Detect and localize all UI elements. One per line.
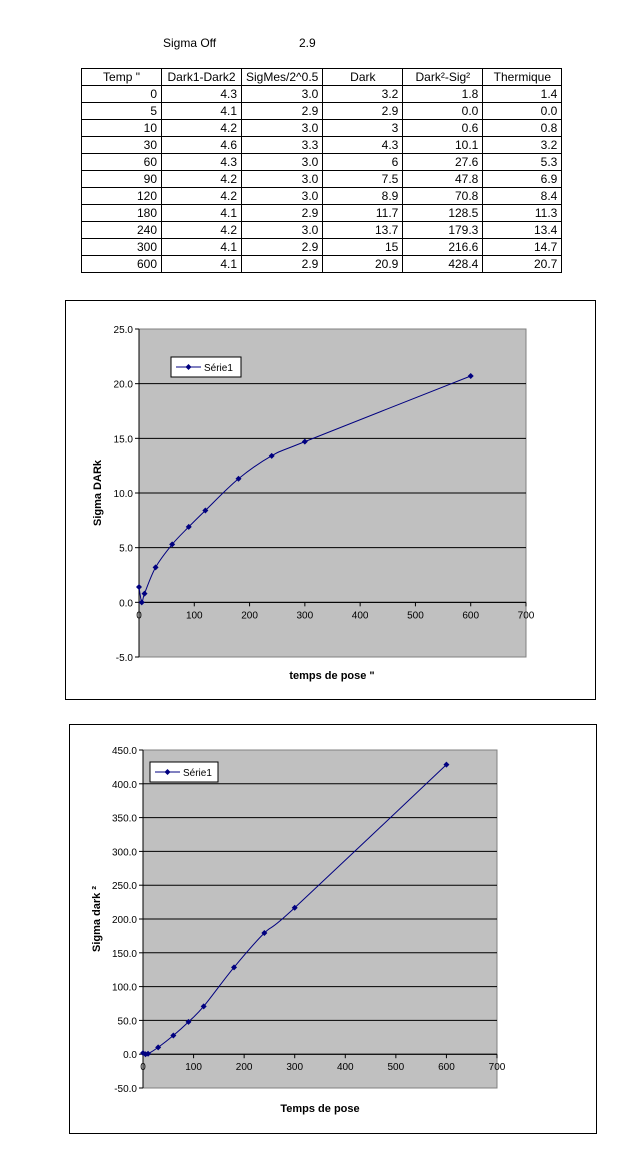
table-cell: 5.3: [483, 154, 562, 171]
y-tick-label: 10.0: [113, 489, 133, 500]
table-cell: 179.3: [403, 222, 483, 239]
column-header: Dark²-Sig²: [403, 69, 483, 86]
y-axis-title: Sigma DARk: [92, 459, 104, 527]
table-cell: 0: [82, 86, 162, 103]
legend-label: Série1: [204, 363, 233, 374]
y-tick-label: 5.0: [119, 543, 133, 555]
legend: [150, 762, 218, 782]
table-cell: 4.2: [162, 171, 242, 188]
table-cell: 2.9: [323, 103, 403, 120]
x-tick-label: 700: [488, 1062, 506, 1074]
table-cell: 180: [82, 205, 162, 222]
data-table: [81, 68, 562, 273]
table-cell: 13.4: [483, 222, 562, 239]
x-tick-label: 0: [136, 610, 142, 622]
table-cell: 3.2: [483, 137, 562, 154]
table-cell: 428.4: [403, 256, 483, 273]
y-tick-label: 0.0: [123, 1050, 137, 1062]
table-cell: 8.9: [323, 188, 403, 205]
table-cell: 1.8: [403, 86, 483, 103]
x-tick-label: 300: [286, 1062, 304, 1074]
table-cell: 4.1: [162, 205, 242, 222]
y-tick-label: 150.0: [111, 948, 137, 960]
x-tick-label: 600: [462, 610, 480, 622]
sigma-dark-chart-svg: [66, 301, 595, 699]
table-cell: 3: [323, 120, 403, 137]
table-cell: 2.9: [242, 205, 323, 222]
table-cell: 600: [82, 256, 162, 273]
y-tick-label: 450.0: [111, 746, 137, 757]
y-tick-label: -5.0: [115, 653, 133, 664]
table-cell: 30: [82, 137, 162, 154]
x-tick-label: 200: [235, 1062, 253, 1074]
table-cell: 300: [82, 239, 162, 256]
table-row: [82, 188, 562, 205]
table-cell: 11.3: [483, 205, 562, 222]
x-tick-label: 600: [438, 1062, 455, 1074]
table-cell: 90: [82, 171, 162, 188]
table-row: [82, 103, 562, 120]
y-tick-label: 350.0: [111, 813, 137, 825]
table-cell: 5: [82, 103, 162, 120]
y-tick-label: 100.0: [111, 982, 137, 994]
y-tick-label: 300.0: [111, 847, 137, 859]
column-header: Dark1-Dark2: [162, 69, 242, 86]
table-row: [82, 222, 562, 239]
y-tick-label: 25.0: [113, 325, 133, 336]
y-axis-title: Sigma dark ²: [91, 885, 103, 953]
table-cell: 3.0: [242, 188, 323, 205]
y-tick-label: 250.0: [111, 881, 137, 893]
x-tick-label: 200: [241, 610, 258, 622]
table-cell: 3.0: [242, 120, 323, 137]
table-cell: 4.2: [162, 188, 242, 205]
table-cell: 4.1: [162, 103, 242, 120]
table-cell: 4.2: [162, 222, 242, 239]
table-cell: 6.9: [483, 171, 562, 188]
table-cell: 2.9: [242, 103, 323, 120]
sigma-dark-squared-chart-svg: [70, 725, 596, 1133]
table-cell: 120: [82, 188, 162, 205]
sigma-dark-squared-chart: [69, 724, 597, 1134]
table-row: [82, 171, 562, 188]
table-cell: 8.4: [483, 188, 562, 205]
x-tick-label: 500: [407, 610, 424, 622]
x-tick-label: 100: [185, 610, 203, 622]
table-row: [82, 137, 562, 154]
table-cell: 128.5: [403, 205, 483, 222]
sigma-off-value: 2.9: [299, 36, 316, 50]
table-row: [82, 154, 562, 171]
column-header: Temp ": [82, 69, 162, 86]
table-cell: 27.6: [403, 154, 483, 171]
y-tick-label: 50.0: [117, 1016, 137, 1028]
x-tick-label: 500: [387, 1062, 405, 1074]
table-cell: 6: [323, 154, 403, 171]
table-cell: 7.5: [323, 171, 403, 188]
table-cell: 47.8: [403, 171, 483, 188]
table-cell: 4.6: [162, 137, 242, 154]
table-cell: 240: [82, 222, 162, 239]
table-row: [82, 239, 562, 256]
table-cell: 3.0: [242, 171, 323, 188]
table-cell: 10.1: [403, 137, 483, 154]
table-row: [82, 120, 562, 137]
x-axis-title: Temps de pose: [280, 1103, 360, 1115]
table-cell: 4.1: [162, 239, 242, 256]
table-cell: 0.6: [403, 120, 483, 137]
column-header: SigMes/2^0.5: [242, 69, 323, 86]
table-body: [82, 86, 562, 273]
x-tick-label: 300: [296, 610, 314, 622]
table-row: [82, 205, 562, 222]
table-cell: 10: [82, 120, 162, 137]
table-cell: 3.3: [242, 137, 323, 154]
table-cell: 70.8: [403, 188, 483, 205]
y-tick-label: 15.0: [113, 434, 133, 446]
legend: [171, 357, 241, 377]
table-cell: 20.7: [483, 256, 562, 273]
table-cell: 3.0: [242, 154, 323, 171]
table-cell: 2.9: [242, 239, 323, 256]
x-tick-label: 700: [517, 610, 535, 622]
table-cell: 4.3: [323, 137, 403, 154]
table-cell: 3.0: [242, 222, 323, 239]
table-cell: 11.7: [323, 205, 403, 222]
table-cell: 15: [323, 239, 403, 256]
table-cell: 13.7: [323, 222, 403, 239]
table-cell: 2.9: [242, 256, 323, 273]
table-cell: 3.0: [242, 86, 323, 103]
table-row: [82, 256, 562, 273]
table-cell: 60: [82, 154, 162, 171]
table-row: [82, 86, 562, 103]
x-axis-title: temps de pose ": [289, 670, 375, 682]
table-cell: 0.0: [483, 103, 562, 120]
column-header: Dark: [323, 69, 403, 86]
table-cell: 0.8: [483, 120, 562, 137]
table-cell: 216.6: [403, 239, 483, 256]
table-cell: 1.4: [483, 86, 562, 103]
sigma-dark-chart: [65, 300, 596, 700]
table-cell: 4.3: [162, 86, 242, 103]
table-cell: 0.0: [403, 103, 483, 120]
legend-label: Série1: [183, 768, 212, 779]
x-tick-label: 400: [351, 610, 369, 622]
y-tick-label: -50.0: [114, 1084, 137, 1095]
table-cell: 20.9: [323, 256, 403, 273]
x-tick-label: 100: [185, 1062, 202, 1074]
table-cell: 4.3: [162, 154, 242, 171]
y-tick-label: 0.0: [119, 598, 133, 610]
sigma-off-label: Sigma Off: [163, 36, 217, 50]
x-tick-label: 400: [336, 1062, 354, 1074]
table-cell: 14.7: [483, 239, 562, 256]
table-header-row: [82, 69, 562, 86]
table-cell: 4.1: [162, 256, 242, 273]
y-tick-label: 20.0: [113, 379, 133, 391]
y-tick-label: 200.0: [111, 915, 137, 926]
table-cell: 3.2: [323, 86, 403, 103]
table-cell: 4.2: [162, 120, 242, 137]
column-header: Thermique: [483, 69, 562, 86]
x-tick-label: 0: [140, 1062, 146, 1074]
y-tick-label: 400.0: [111, 779, 137, 791]
